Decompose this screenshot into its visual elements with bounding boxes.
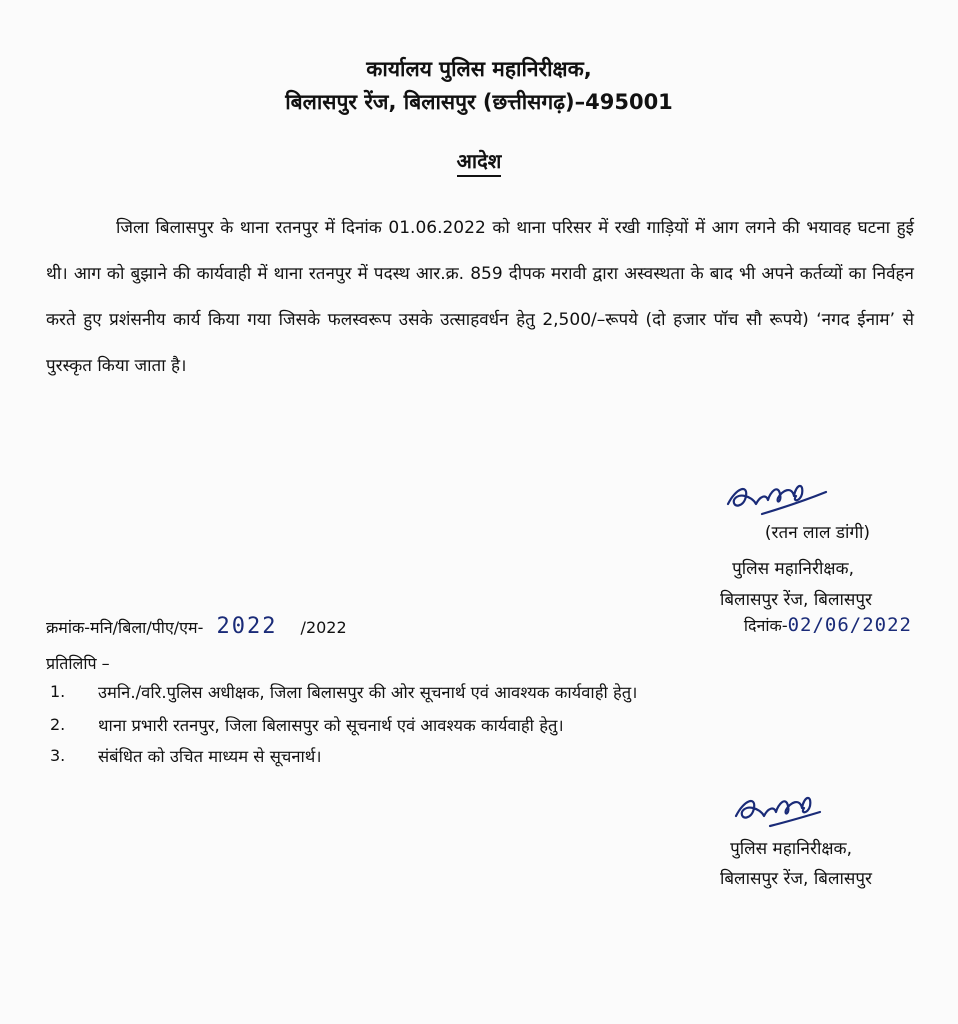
footer-office: बिलासपुर रेंज, बिलासपुर	[719, 869, 872, 889]
copy-item-text: उमनि./वरि.पुलिस अधीक्षक, जिला बिलासपुर की ओर सूचनार्थ एवं आवश्यक कार्यवाही हेतु।	[98, 683, 638, 702]
copy-item-number: 3.	[50, 746, 66, 765]
copy-item-number: 1.	[50, 682, 66, 701]
copy-heading: प्रतिलिपि –	[46, 654, 110, 673]
signature-1	[722, 474, 832, 524]
copy-item-text: संबंधित को उचित माध्यम से सूचनार्थ।	[98, 747, 322, 766]
copy-item-number: 2.	[50, 715, 66, 734]
order-body: जिला बिलासपुर के थाना रतनपुर में दिनांक 01.06.2022 को थाना परिसर में रखी गाड़ियों में आग लगने की भयावह घटना हुई थी। आग को बुझाने की कार्यवाही में थाना रतनपुर में पदस्थ आर.क्र. 859 दीपक मरावी द्वारा अस्वस्थता के बाद भी अपने कर्तव्यों का निर्वहन करते हुए प्रशंसनीय कार्य किया गया जिसके फलस्वरूप उसके उत्साहवर्धन हेतु 2,500/–रूपये (दो हजार पॉच सौ रूपये) ‘नगद ईनाम’ से पुरस्कृत किया जाता है।	[46, 218, 914, 376]
signature-2	[730, 788, 830, 836]
handwritten-number: 2022	[216, 614, 278, 639]
footer-designation: पुलिस महानिरीक्षक,	[730, 839, 852, 859]
handwritten-date: 02/06/2022	[787, 614, 912, 636]
order-title: आदेश	[0, 147, 958, 174]
copy-item-text: थाना प्रभारी रतनपुर, जिला बिलासपुर को सूचनार्थ एवं आवश्यक कार्यवाही हेतु।	[98, 716, 564, 735]
reference-date: दिनांक-02/06/2022	[743, 614, 912, 636]
reference-number: क्रमांक-मनि/बिला/पीए/एम- 2022 /2022	[46, 614, 347, 639]
office-name: कार्यालय पुलिस महानिरीक्षक,	[366, 57, 592, 81]
signatory-office: बिलासपुर रेंज, बिलासपुर	[719, 590, 872, 610]
signatory-designation: पुलिस महानिरीक्षक,	[732, 559, 854, 579]
office-address: बिलासपुर रेंज, बिलासपुर (छत्तीसगढ़)–495001	[285, 90, 673, 114]
signatory-name: (रतन लाल डांगी)	[764, 523, 870, 543]
